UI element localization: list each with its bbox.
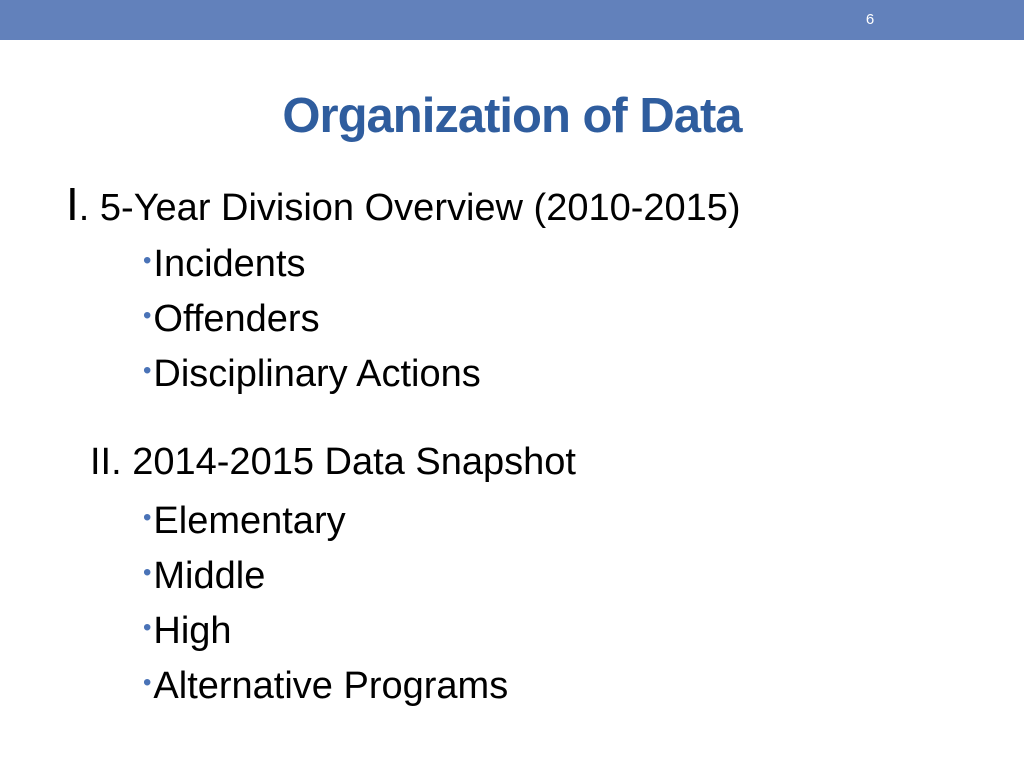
list-item-text: Alternative Programs [153,665,509,707]
bullet-icon: • [143,357,152,384]
list-item [143,547,508,602]
list-item [143,235,481,290]
list-item-text: High [153,610,232,652]
top-bar [0,0,1024,40]
bullet-icon: • [143,504,152,531]
section-numeral-1: I [66,178,79,230]
bullet-icon: • [143,247,152,274]
section-numeral-2: II. [90,441,122,483]
section-heading-text-1: 5-Year Division Overview (2010-2015) [89,187,741,229]
bullet-list-2 [143,492,508,712]
section-heading-2 [90,440,576,484]
list-item [143,492,508,547]
list-item-text: Incidents [153,243,306,285]
list-item [143,602,508,657]
section-numeral-suffix-1: . [78,187,90,229]
bullet-list-1 [143,235,481,400]
section-heading-text-2: 2014-2015 Data Snapshot [121,441,576,483]
bullet-icon: • [143,559,152,586]
slide-number: 6 [865,11,875,28]
list-item-text: Disciplinary Actions [153,353,481,395]
slide-title: Organization of Data [282,89,742,143]
list-item [143,657,508,712]
section-heading-1 [66,178,741,230]
list-item-text: Middle [153,555,266,597]
bullet-icon: • [143,302,152,329]
bullet-icon: • [143,614,152,641]
list-item [143,290,481,345]
bullet-icon: • [143,669,152,696]
list-item-text: Elementary [153,500,346,542]
list-item [143,345,481,400]
list-item-text: Offenders [153,298,320,340]
